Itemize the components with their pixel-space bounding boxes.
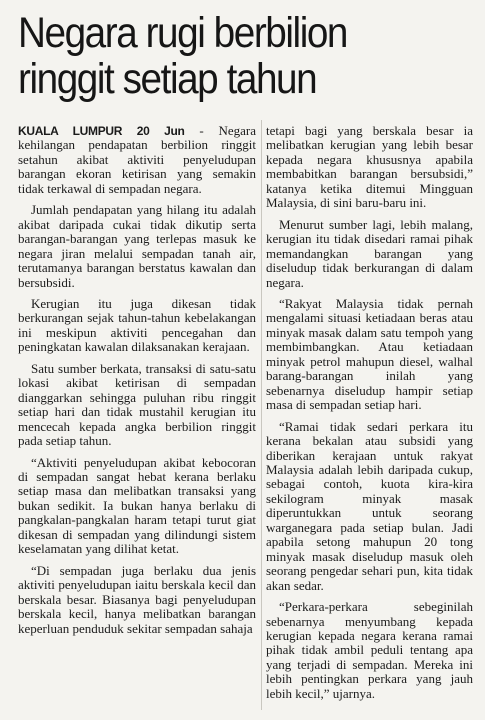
paragraph: “Rakyat Malaysia tidak pernah mengalami situasi ketiadaan beras atau minyak masak dalam satu tempoh yang membimbangkan. Atau ketiadaan minyak petrol mahupun diesel, walhal barang-barangan inilah yang sebenarnya diseludup hampir setiap masa di sempadan setiap hari.	[266, 295, 473, 413]
paragraph: “Di sempadan juga berlaku dua jenis aktiviti penyeludupan iaitu berskala kecil dan berskala besar. Biasanya bagi penyeludupan berskala kecil, hanya melibatkan barangan keperluan penduduk sekitar sempadan sahaja	[18, 562, 256, 636]
paragraph-text: Negara kehilangan pendapatan berbilion ringgit setahun akibat aktiviti penyeludupan barangan ekoran ketirisan yang semakin tidak terkawal di sempadan negara.	[18, 123, 256, 196]
paragraph: Jumlah pendapatan yang hilang itu adalah akibat daripada cukai tidak dikutip serta barangan-barangan yang terlepas masuk ke negara jiran melalui sempadan tanah air, terutamanya barangan berstatus kawalan dan bersubsidi.	[18, 202, 256, 290]
paragraph: “Perkara-perkara sebeginilah sebenarnya menyumbang kepada kerugian kepada negara kerana ramai pihak tidak ambil peduli tentang apa yang terjadi di sempadan. Mereka ini lebih pentingkan perkara yang jauh lebih kecil,” ujarnya.	[266, 599, 473, 701]
paragraph: Satu sumber berkata, transaksi di satu-satu lokasi akibat ketirisan di sempadan dianggarkan sehingga puluhan ribu ringgit setiap hari dan tidak mustahil kerugian itu mencecah kepada angka berbilion ringgit pada setiap tahun.	[18, 360, 256, 449]
dateline: KUALA LUMPUR 20 Jun	[18, 124, 185, 138]
headline-line-1: Negara rugi berbilion	[18, 9, 348, 57]
paragraph: “Ramai tidak sedari perkara itu kerana bekalan atau subsidi yang diberikan kerajaan untuk rakyat Malaysia adalah lebih daripada cukup, sebagai contoh, kuota kira-kira sekilogram minyak masak diperuntukkan untuk seorang warganegara pada setiap bulan. Jadi apabila setong mahupun 20 tong minyak masak diseludup masuk oleh seorang pengedar sehari pun, kita tidak akan sedar.	[266, 418, 473, 593]
headline	[18, 10, 432, 102]
paragraph: “Aktiviti penyeludupan akibat kebocoran di sempadan sangat hebat kerana berlaku setiap masa dan melibatkan transaksi yang bukan sedikit. Ia bukan hanya berlaku di pangkalan-pangkalan haram tetapi turut giat dikesan di sempadan yang dilindungi sistem keselamatan yang dilihat ketat.	[18, 454, 256, 557]
paragraph: Kerugian itu juga dikesan tidak berkurangan sejak tahun-tahun kebelakangan ini meskipun aktiviti pencegahan dan peningkatan kawalan dilaksanakan kerajaan.	[18, 295, 256, 355]
article-column-right	[257, 124, 473, 708]
article-column-left	[18, 124, 256, 643]
lead-paragraph	[18, 124, 256, 196]
dateline-dash: -	[184, 123, 219, 138]
paragraph: Menurut sumber lagi, lebih malang, kerugian itu tidak disedari ramai pihak memandangkan barangan yang diseludup tidak berkurangan di dalam negara.	[266, 216, 473, 290]
continued-paragraph: tetapi bagi yang berskala besar ia melibatkan kerugian yang lebih besar kepada negara khususnya apabila membabitkan barangan bersubsidi,” katanya ketika ditemui Mingguan Malaysia, di sini baru-baru ini.	[266, 123, 473, 211]
headline-line-2: ringgit setiap tahun	[18, 55, 317, 103]
